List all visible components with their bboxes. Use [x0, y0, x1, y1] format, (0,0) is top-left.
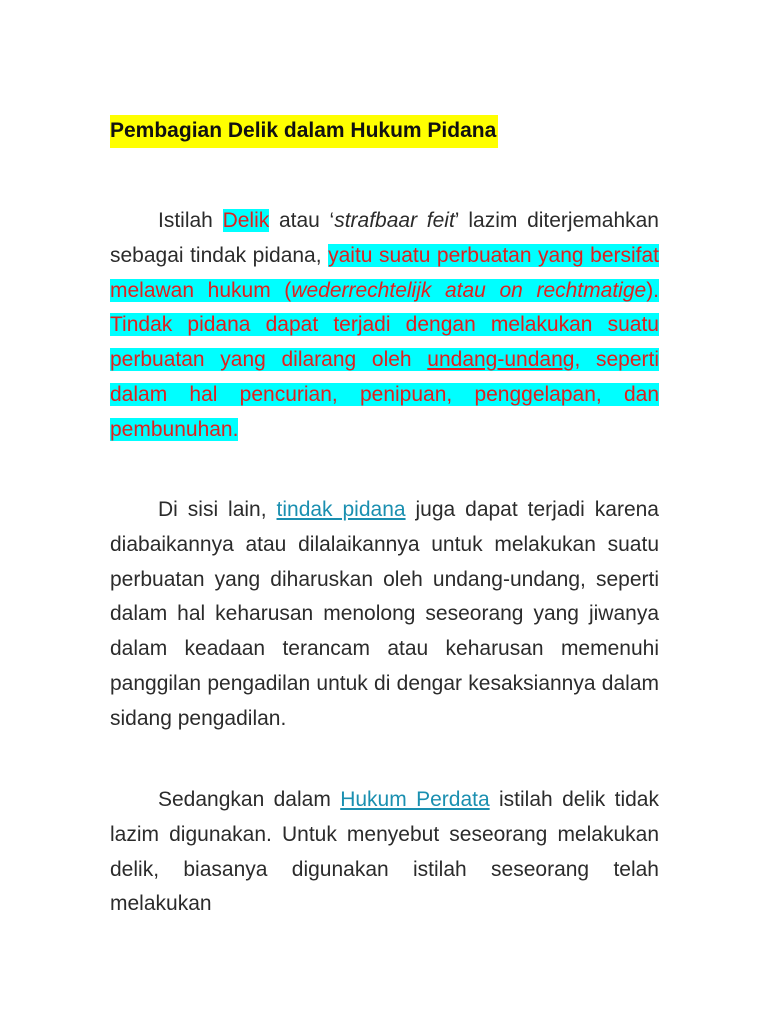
definition-text-a: yaitu suatu perbuatan yang bersifat melawan hukum (: [110, 243, 659, 302]
paragraph-2-text-a: Di sisi lain,: [158, 498, 277, 521]
paragraph-1: [110, 204, 659, 448]
paragraph-2-text-b: juga dapat terjadi karena diabaikannya atau dilalaikannya untuk melakukan suatu perbuatan yang diharuskan oleh undang-undang, seperti dalam hal keharusan menolong seseorang yang jiwanya dalam keadaan terancam atau keharusan memenuhi panggilan pengadilan untuk di dengar kesaksiannya dalam sidang pengadilan.: [110, 498, 659, 730]
definition-highlight: [110, 244, 659, 441]
hukum-perdata-link[interactable]: Hukum Perdata: [340, 788, 490, 811]
paragraph-2: [110, 493, 659, 737]
paragraph-3-text-b: istilah delik tidak lazim digunakan. Untuk menyebut seseorang melakukan delik, biasanya digunakan istilah seseorang telah melakukan: [110, 788, 659, 916]
paragraph-1-text-b: atau ‘: [269, 209, 335, 232]
undang-undang-link[interactable]: undang-undang: [427, 348, 575, 372]
paragraph-3-text-a: Sedangkan dalam: [158, 788, 341, 811]
definition-text-b: ). Tindak pidana dapat terjadi dengan melakukan suatu perbuatan yang dilarang oleh: [110, 278, 660, 372]
definition-text-c: , seperti dalam hal pencurian, penipuan, penggelapan, dan pembunuhan.: [110, 348, 659, 441]
paragraph-1-text-a: Istilah: [158, 209, 223, 232]
strafbaar-feit-term: strafbaar feit: [334, 209, 455, 232]
document-title: Pembagian Delik dalam Hukum Pidana: [110, 115, 498, 148]
wederrechtelijk-term: wederrechtelijk atau on rechtmatige: [291, 278, 647, 302]
paragraph-3: [110, 783, 659, 922]
tindak-pidana-link[interactable]: tindak pidana: [276, 498, 406, 521]
paragraph-1-text-c: ’ lazim diterjemahkan sebagai tindak pidana,: [110, 209, 659, 267]
delik-term: Delik: [222, 209, 270, 232]
